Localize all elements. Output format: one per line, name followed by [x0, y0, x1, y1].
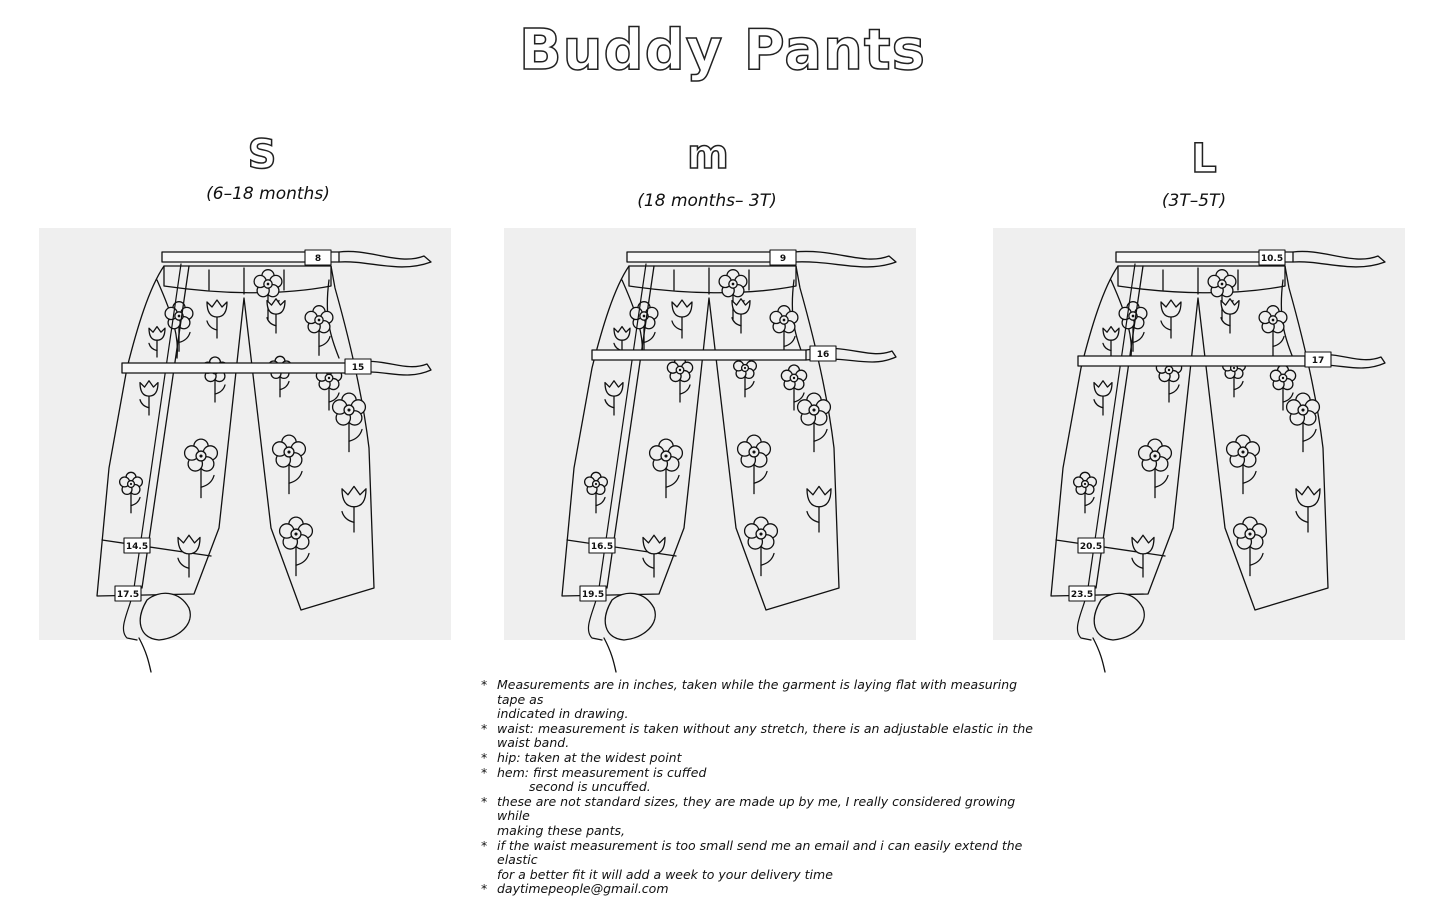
- note-item: * these are not standard sizes, they are made up by me, I really considered growing while making these pants,: [481, 793, 1016, 838]
- waist-measurement-label-text: 8: [314, 254, 322, 264]
- measurement-notes: [481, 678, 1041, 897]
- hip-measurement-label: [810, 346, 836, 361]
- pants-diagram-large: [993, 228, 1405, 640]
- note-item: * hip: taken at the widest point: [481, 749, 682, 765]
- hip-measurement-label: [1305, 352, 1331, 367]
- waist-measurement-label-text: 10.5: [1260, 254, 1284, 264]
- hip-tape: [592, 350, 806, 360]
- waist-measurement-label-text: 9: [779, 254, 787, 264]
- hip-tape: [1078, 356, 1305, 366]
- pants-drawing-large: [993, 228, 1405, 688]
- hem-uncuffed-measurement-label: [580, 586, 606, 601]
- hem-uncuffed-measurement-label-text: 19.5: [581, 590, 605, 600]
- hem-cuffed-measurement-label-text: 14.5: [125, 542, 149, 552]
- waist-measurement-label: [305, 250, 331, 265]
- note-item: * Measurements are in inches, taken while the garment is laying flat with measuring tape as indicated in drawing.: [481, 677, 1018, 722]
- size-letter-small: S: [247, 132, 277, 178]
- note-item: * hem: first measurement is cuffed second is uncuffed.: [481, 764, 707, 795]
- hem-uncuffed-measurement-label-text: 23.5: [1070, 590, 1094, 600]
- page-title: Buddy Pants: [518, 18, 927, 83]
- pants-drawing-medium: [504, 228, 916, 688]
- hem-uncuffed-measurement-label: [1069, 586, 1095, 601]
- hem-cuffed-measurement-label-text: 20.5: [1079, 542, 1103, 552]
- hip-measurement-label-text: 17: [1311, 356, 1325, 366]
- size-range-medium: (18 months– 3T): [637, 191, 777, 211]
- hem-cuffed-measurement-label: [1078, 538, 1104, 553]
- pants-diagram-small: [39, 228, 451, 640]
- hem-uncuffed-measurement-label-text: 17.5: [116, 590, 140, 600]
- note-item: * waist: measurement is taken without any stretch, there is an adjustable elastic in the waist band.: [481, 720, 1033, 751]
- hem-cuffed-measurement-label-text: 16.5: [590, 542, 614, 552]
- waist-measurement-label: [770, 250, 796, 265]
- hem-cuffed-measurement-label: [124, 538, 150, 553]
- pants-drawing-small: [39, 228, 451, 688]
- hip-tape: [122, 363, 351, 373]
- size-range-large: (3T–5T): [1161, 191, 1227, 211]
- hip-measurement-label-text: 16: [816, 350, 830, 360]
- hip-measurement-label: [345, 359, 371, 374]
- size-letter-medium: m: [687, 132, 729, 178]
- pants-diagram-medium: [504, 228, 916, 640]
- note-email[interactable]: * daytimepeople@gmail.com: [481, 881, 669, 897]
- size-range-small: (6–18 months): [206, 184, 330, 204]
- waist-tape: [627, 252, 794, 262]
- hem-cuffed-measurement-label: [589, 538, 615, 553]
- size-letter-large: L: [1191, 136, 1217, 182]
- hip-measurement-label-text: 15: [351, 363, 365, 373]
- note-item: * if the waist measurement is too small send me an email and i can easily extend the elastic for a better fit it will add a week to your delivery time: [481, 837, 1023, 882]
- waist-measurement-label: [1259, 250, 1285, 265]
- hem-uncuffed-measurement-label: [115, 586, 141, 601]
